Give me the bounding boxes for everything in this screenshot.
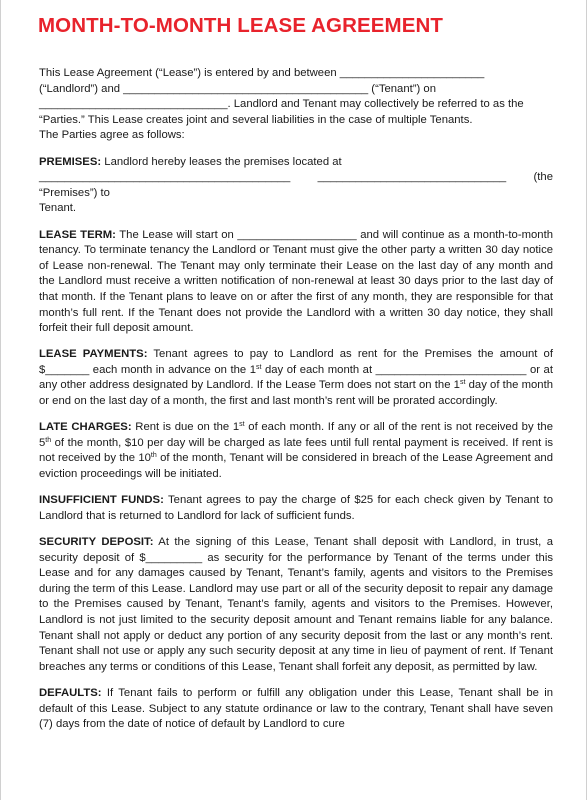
lease-payments-text-b: day of each month at ________________________ or at any other address designated by Landlord. If the Lease Term does not start on the 1 <box>39 363 553 392</box>
lease-term-text: The Lease will start on ___________________ and will continue as a month-to-month tenancy. To terminate tenancy the Landlord or Tenant must give the other party a written 30 day notice of Lease non-renewal. The Tenant may only terminate their Lease on the last day of any month and the Landlord must receive a written notification of non-renewal at least 30 days prior to the last day of that month. If the Tenant plans to leave on or after the first of any month, they are responsible for that month’s full rent. If the Tenant does not provide the Landlord with a written 30 day notice, they shall forfeit their full deposit amount. <box>39 228 553 335</box>
intro-line-1: This Lease Agreement (“Lease”) is entered by and between _______________________ <box>39 67 485 79</box>
document-body <box>39 66 553 743</box>
intro-line-3: ______________________________. Landlord and Tenant may collectively be referred to as the <box>39 98 524 111</box>
defaults-text: If Tenant fails to perform or fulfill any obligation under this Lease, Tenant shall be in default of this Lease. Subject to any statute ordinance or law to the contrary, Tenant shall have seven (7) days from the date of notice of default by Landlord to cure <box>39 686 553 731</box>
lease-term-label: LEASE TERM: <box>39 228 116 241</box>
late-charges-text-a: Rent is due on the 1 <box>131 421 240 434</box>
intro-paragraph <box>39 66 553 144</box>
insufficient-funds-text: Tenant agrees to pay the charge of $25 for each check given by Tenant to Landlord that is returned to Landlord for lack of sufficient funds. <box>39 494 553 522</box>
late-charges-label: LATE CHARGES: <box>39 421 132 434</box>
security-deposit-label: SECURITY DEPOSIT: <box>39 536 154 548</box>
lease-payments-section <box>39 347 553 409</box>
insufficient-funds-label: INSUFFICIENT FUNDS: <box>39 494 164 507</box>
ordinal-suffix: st <box>256 363 262 371</box>
late-charges-text-c: of the month, $10 per day will be charged as late fees until full rental payment is received. If rent is not received by the 10 <box>39 436 553 465</box>
premises-label: PREMISES: <box>39 155 102 168</box>
lease-payments-text-c: day of the month or end on the last day of a month, the first and last month’s rent will be prorated accordingly. <box>39 379 553 408</box>
premises-line-2: ________________________________________ ______________________________ (the “Premises”) to <box>39 171 553 199</box>
lease-term-section <box>39 228 553 337</box>
ordinal-suffix: th <box>45 436 52 444</box>
late-charges-text-b: of each month. If any or all of the rent is not received by the 5 <box>39 421 553 449</box>
premises-line-3: Tenant. <box>39 202 77 215</box>
late-charges-section <box>39 420 553 482</box>
lease-payments-text-a: Tenant agrees to pay to Landlord as rent for the Premises the amount of $_______ each month in advance on the 1 <box>39 348 553 376</box>
document-title: MONTH-TO-MONTH LEASE AGREEMENT <box>38 14 444 37</box>
security-deposit-text: At the signing of this Lease, Tenant shall deposit with Landlord, in trust, a security deposit of $_________ as security for the performance by Tenant of the terms under this Lease and for any damages caused by Tenant, Tenant’s family, agents and visitors to the Premises during the term of this Lease. Landlord may use part or all of the security deposit to repair any damage to the Premises caused by Tenant, Tenant’s family, agents and visitors to the Premises. However, Landlord is not just limited to the security deposit amount and Tenant remains liable for any balance. Tenant shall not apply or deduct any portion of any security deposit from the last or any month’s rent. Tenant shall not use or apply any such security deposit at any time in lieu of payment of rent. If Tenant breaches any terms or conditions of this Lease, Tenant shall forfeit any deposit, as permitted by law. <box>39 536 553 673</box>
insufficient-funds-section <box>39 493 553 524</box>
intro-line-2: (“Landlord”) and _______________________________________ (“Tenant”) on <box>39 82 436 95</box>
security-deposit-section <box>39 535 553 675</box>
premises-line-1: Landlord hereby leases the premises located at <box>101 155 342 168</box>
ordinal-suffix: th <box>150 452 157 460</box>
late-charges-text-d: of the month, Tenant will be considered in breach of the Lease Agreement and eviction proceedings will be initiated. <box>39 452 553 481</box>
ordinal-suffix: st <box>239 421 245 429</box>
ordinal-suffix: st <box>459 379 466 387</box>
defaults-label: DEFAULTS: <box>39 686 102 699</box>
premises-section <box>39 155 553 217</box>
defaults-section <box>39 686 553 733</box>
intro-line-4: “Parties.” This Lease creates joint and several liabilities in the case of multiple Tenants. <box>39 113 473 126</box>
lease-payments-label: LEASE PAYMENTS: <box>39 348 148 361</box>
intro-line-5: The Parties agree as follows: <box>39 129 185 142</box>
